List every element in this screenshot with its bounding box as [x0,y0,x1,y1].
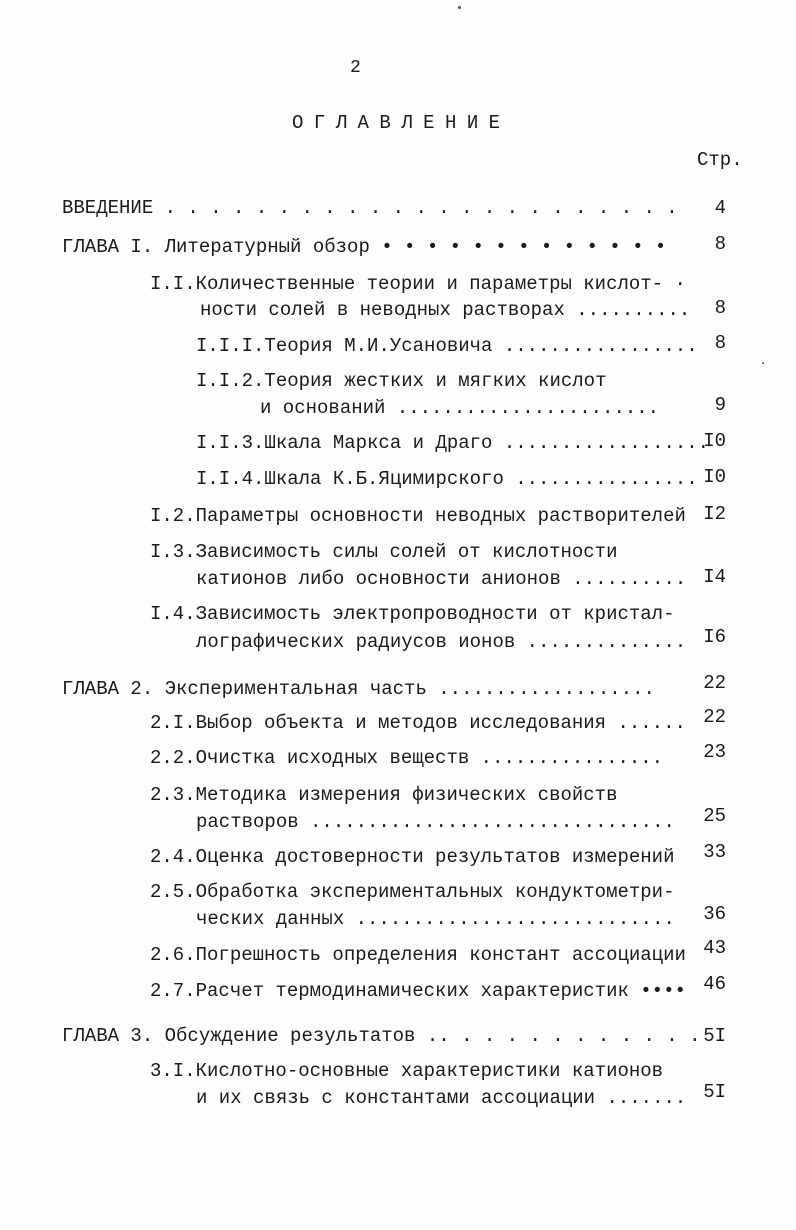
toc-entry-text: I.2.Параметры основности неводных растворителей [150,505,686,527]
toc-entry-page: 8 [714,332,726,354]
scan-speck [458,6,461,9]
toc-entry-page: 8 [714,297,726,319]
toc-entry-page: 23 [703,741,726,763]
toc-entry-text: 2.5.Обработка экспериментальных кондуктометри- [150,881,675,903]
toc-entry-text: и оснований ....................... [260,397,660,419]
toc-entry-page: 5I [703,1081,726,1103]
toc-entry-page: 9 [714,394,726,416]
toc-entry-text: I.I.2.Теория жестких и мягких кислот [196,370,607,392]
toc-entry-page: 33 [703,841,726,863]
toc-entry-text: 2.7.Расчет термодинамических характеристик •••• [150,980,686,1002]
toc-entry-text: 2.3.Методика измерения физических свойств [150,784,618,806]
toc-entry-text: I.I.Количественные теории и параметры кислот- · [150,273,686,295]
toc-entry-text: ГЛАВА I. Литературный обзор • • • • • • • • • • • • • [62,236,667,258]
toc-entry-text: ГЛАВА 3. Обсуждение результатов .. . . . . . . . . . . . [62,1025,701,1047]
toc-entry-text: I.I.3.Шкала Маркса и Драго .................. [196,432,710,454]
toc-entry-text: ВВЕДЕНИЕ . . . . . . . . . . . . . . . . . . . . . . . [62,197,678,219]
toc-entry-text: 2.6.Погрешность определения констант ассоциации [150,944,686,966]
toc-entry-page: 4 [714,197,726,219]
page-column-header: Стр. [697,149,743,171]
page-number: 2 [350,58,361,78]
toc-entry-text: I.I.I.Теория М.И.Усановича ................. [196,335,698,357]
toc-entry-page: 8 [714,233,726,255]
toc-entry-text: ности солей в неводных растворах .......... [200,299,691,321]
toc-entry-text: ГЛАВА 2. Экспериментальная часть ................... [62,678,655,700]
toc-entry-text: ческих данных ............................ [196,908,675,930]
toc-entry-text: I.I.4.Шкала К.Б.Яцимирского ................ [196,468,698,490]
toc-entry-text: 2.2.Очистка исходных веществ ................ [150,747,664,769]
toc-entry-page: I2 [703,503,726,525]
toc-entry-text: лографических радиусов ионов .............. [196,631,687,653]
page-title: ОГЛАВЛЕНИЕ [292,112,511,134]
toc-entry-text: и их связь с константами ассоциации ....... [196,1087,687,1109]
toc-entry-page: 22 [703,706,726,728]
toc-entry-page: 46 [703,973,726,995]
toc-entry-text: 2.4.Оценка достоверности результатов измерений [150,846,675,868]
toc-entry-page: I0 [703,430,726,452]
toc-entry-text: I.4.Зависимость электропроводности от кристал- [150,603,675,625]
toc-entry-text: 3.I.Кислотно-основные характеристики катионов [150,1060,664,1082]
toc-entry-text: I.3.Зависимость силы солей от кислотности [150,541,618,563]
toc-entry-page: I0 [703,466,726,488]
toc-entry-page: 36 [703,903,726,925]
toc-entry-page: 22 [703,672,726,694]
toc-entry-page: 5I [703,1025,726,1047]
toc-entry-text: растворов ................................ [196,811,675,833]
toc-entry-text: 2.I.Выбор объекта и методов исследования ...... [150,712,686,734]
toc-entry-text: катионов либо основности анионов .......... [196,568,687,590]
scan-speck [762,362,764,364]
toc-entry-page: I4 [703,566,726,588]
toc-entry-page: 43 [703,937,726,959]
toc-entry-page: I6 [703,626,726,648]
toc-entry-page: 25 [703,805,726,827]
